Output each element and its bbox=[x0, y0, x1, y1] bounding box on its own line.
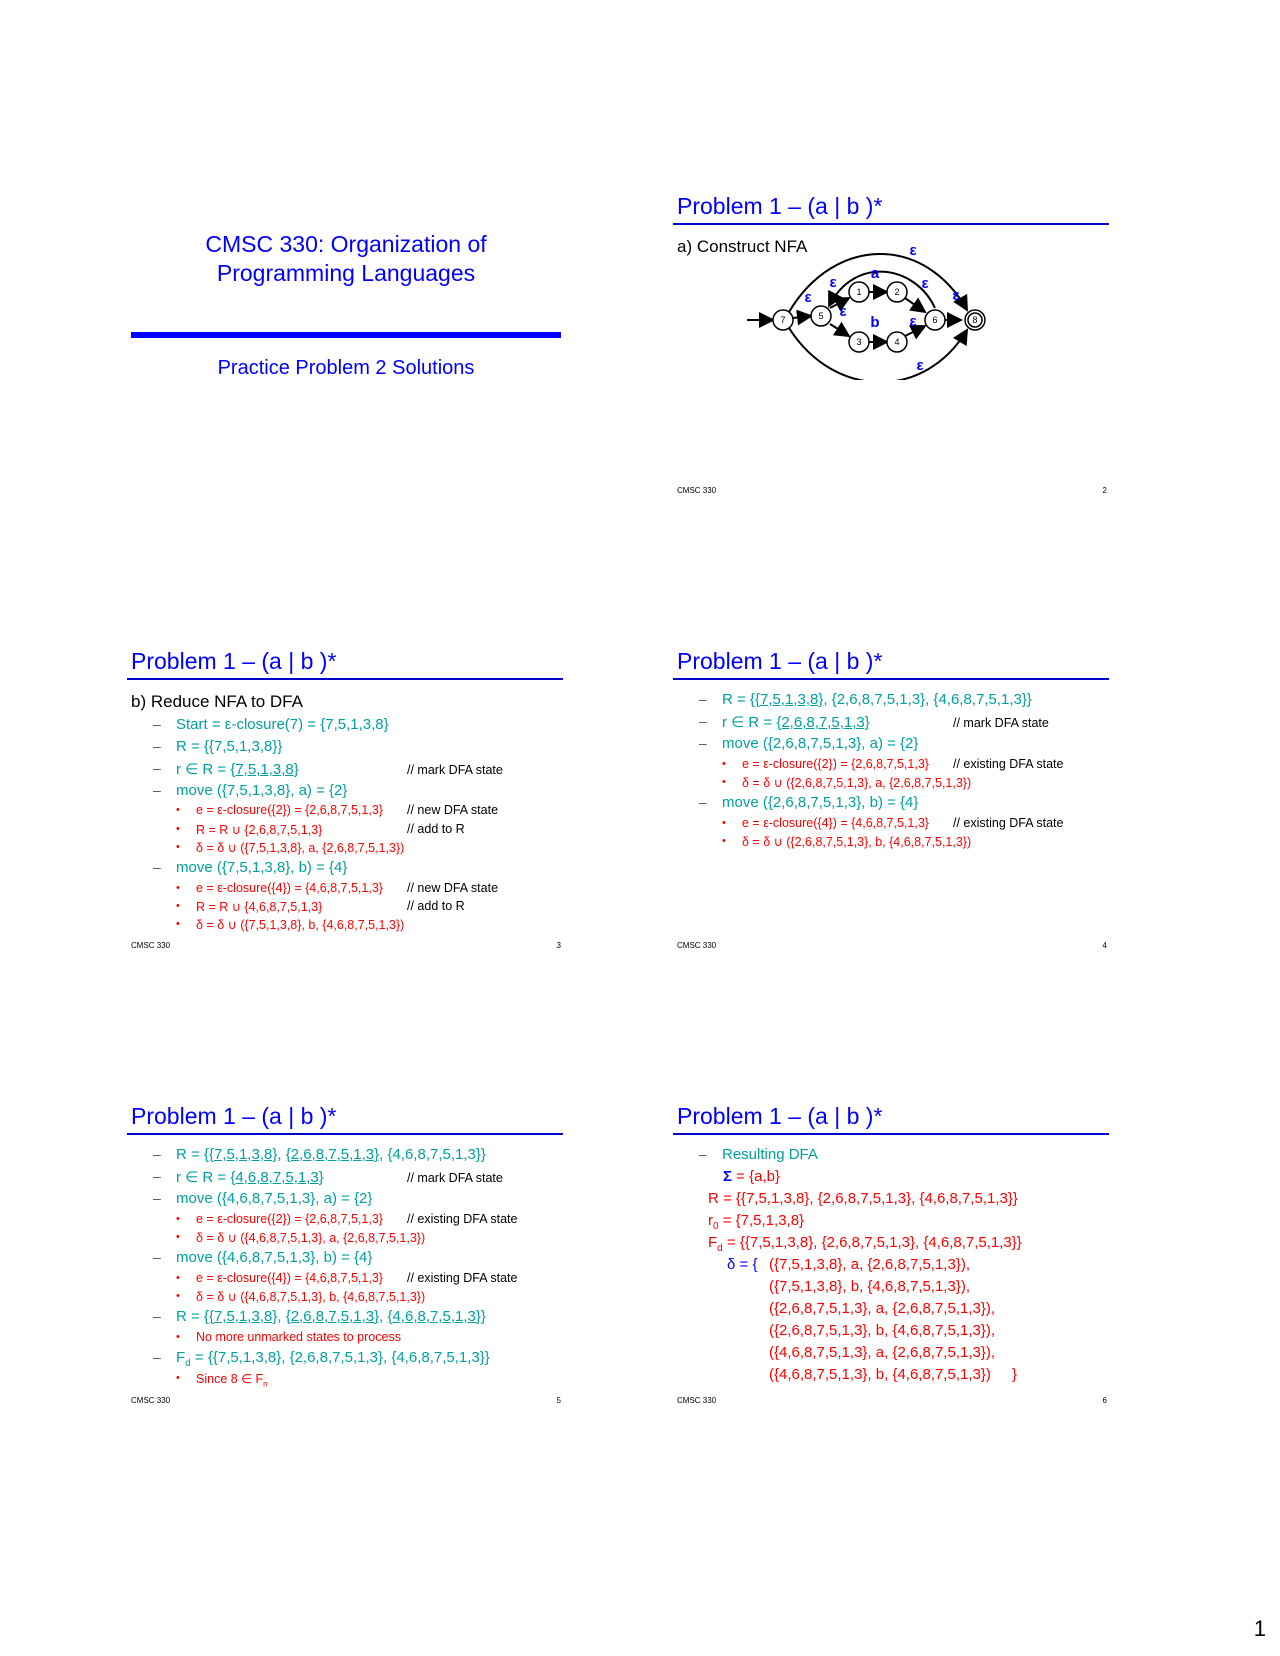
cover-divider bbox=[131, 332, 561, 338]
label-eps-51: ε bbox=[829, 274, 837, 291]
comment-add-1: // add to R bbox=[407, 822, 465, 836]
label-b: b bbox=[870, 314, 880, 331]
line-b2: R = R ∪ {4,6,8,7,5,1,3} bbox=[196, 900, 323, 914]
label-eps-26: ε bbox=[921, 275, 929, 292]
line-R: R = {{7,5,1,3,8}} bbox=[176, 738, 283, 755]
line-b2: δ = δ ∪ ({2,6,8,7,5,1,3}, b, {4,6,8,7,5,1,3}) bbox=[742, 835, 972, 849]
slide-6: Problem 1 – (a | b )* – Resulting DFA Σ = {a,b} R = {{7,5,1,3,8}, {2,6,8,7,5,1,3}, {4,6,8,7,5,1,3}} $r_0 = \{7,5,1,3,8\}$ $F_d = \{\{7,5,1,3,8\}$, {2,6,8,7,5,1,3}, {4,6,8,7,5,1,3}} δ = { ({7,5,1,3,8}, a, {2,6,8,7,5,1,3}), ({7,5,1,3,8}, b, {4,6,8,7,5,1,3}), ({2,6,8,7,5,1,3}, a, {2,6,8,7,5,1,3}), ({2,6,8,7,5,1,3}, b, {4,6,8,7,5,1,3}), ({4,6,8,7,5,1,3}, a, {2,6,8,7,5,1,3}), ({4,6,8,7,5,1,3}, b, {4,6,8,7,5,1,3}) } CMSC 330 6 bbox=[677, 1103, 1107, 1423]
nfa-diagram bbox=[745, 240, 1005, 380]
line-delta: δ = { bbox=[727, 1256, 758, 1273]
comment-mark: // mark DFA state bbox=[407, 763, 503, 777]
transition-4: ({2,6,8,7,5,1,3}, b, {4,6,8,7,5,1,3}), bbox=[769, 1322, 996, 1339]
step-label: b) Reduce NFA to DFA bbox=[131, 692, 303, 711]
slide-number: 3 bbox=[556, 941, 561, 950]
title-rule bbox=[127, 678, 563, 680]
line-b3: δ = δ ∪ ({7,5,1,3,8}, b, {4,6,8,7,5,1,3}) bbox=[196, 918, 405, 932]
page-number: 1 bbox=[1253, 1616, 1266, 1641]
slide-5: Problem 1 – (a | b )* – R = {{7,5,1,3,8}, {2,6,8,7,5,1,3}, {4,6,8,7,5,1,3}} – r ∈ R = {4,6,8,7,5,1,3} // mark DFA state – move ({4,6,8,7,5,1,3}, a) = {2} • e = ε-closure({2}) = {2,6,8,7,5,1,3} // existing DFA state • δ = δ ∪ ({4,6,8,7,5,1,3}, a, {2,6,8,7,5,1,3}) – move ({4,6,8,7,5,1,3}, b) = {4} • e = ε-closure({4}) = {4,6,8,7,5,1,3} // existing DFA state • δ = δ ∪ ({4,6,8,7,5,1,3}, b, {4,6,8,7,5,1,3}) – R = {{7,5,1,3,8}, {2,6,8,7,5,1,3}, {4,6,8,7,5,1,3}} • No more unmarked states to process – $F_d = \{\{7,5,1,3,8\}$, {2,6,8,7,5,1,3}, {4,6,8,7,5,1,3}} • Since 8 ∈ $F_n$ CMSC 330 5 bbox=[131, 1103, 561, 1423]
line-b1: e = ε-closure({4}) = {4,6,8,7,5,1,3} bbox=[742, 816, 929, 830]
footer-label: CMSC 330 bbox=[131, 941, 171, 950]
course-title-line-2: Programming Languages bbox=[216, 260, 476, 286]
state-1: 1 bbox=[856, 287, 862, 297]
footer-label: CMSC 330 bbox=[677, 1396, 717, 1405]
line-r: r ∈ R = {4,6,8,7,5,1,3} bbox=[176, 1169, 324, 1186]
line-R-final: R = {{7,5,1,3,8}, {2,6,8,7,5,1,3}, {4,6,8,7,5,1,3}} bbox=[176, 1308, 486, 1325]
comment-mark: // mark DFA state bbox=[407, 1171, 503, 1185]
slide-number: 5 bbox=[556, 1396, 561, 1405]
comment-new-2: // new DFA state bbox=[407, 881, 499, 895]
line-a1: e = ε-closure({2}) = {2,6,8,7,5,1,3} bbox=[196, 803, 383, 817]
transition-1: ({7,5,1,3,8}, a, {2,6,8,7,5,1,3}), bbox=[769, 1256, 970, 1273]
footer-label: CMSC 330 bbox=[677, 941, 717, 950]
slide-title: Problem 1 – (a | b )* bbox=[131, 648, 337, 674]
slide-4: Problem 1 – (a | b )* – R = {{7,5,1,3,8}, {2,6,8,7,5,1,3}, {4,6,8,7,5,1,3}} – r ∈ R = {2,6,8,7,5,1,3} // mark DFA state – move ({2,6,8,7,5,1,3}, a) = {2} • e = ε-closure({2}) = {2,6,8,7,5,1,3} // existing DFA state • δ = δ ∪ ({2,6,8,7,5,1,3}, a, {2,6,8,7,5,1,3}) – move ({2,6,8,7,5,1,3}, b) = {4} • e = ε-closure({4}) = {4,6,8,7,5,1,3} // existing DFA state • δ = δ ∪ ({2,6,8,7,5,1,3}, b, {4,6,8,7,5,1,3}) CMSC 330 4 bbox=[677, 648, 1107, 968]
line-R: R = {{7,5,1,3,8}, {2,6,8,7,5,1,3}, {4,6,8,7,5,1,3}} bbox=[708, 1190, 1018, 1207]
slide-title: Problem 1 – (a | b )* bbox=[677, 1103, 883, 1129]
cover-subtitle: Practice Problem 2 Solutions bbox=[217, 357, 475, 379]
label-eps-bottom: ε bbox=[916, 357, 924, 374]
label-eps-75: ε bbox=[804, 289, 812, 306]
line-a1: e = ε-closure({2}) = {2,6,8,7,5,1,3} bbox=[196, 1212, 383, 1226]
comment-new-1: // new DFA state bbox=[407, 803, 499, 817]
line-move-b: move ({7,5,1,3,8}, b) = {4} bbox=[176, 859, 348, 876]
line-a3: δ = δ ∪ ({7,5,1,3,8}, a, {2,6,8,7,5,1,3}) bbox=[196, 841, 405, 855]
line-F: $F_d = \{\{7,5,1,3,8\}$, {2,6,8,7,5,1,3}, {4,6,8,7,5,1,3}} bbox=[176, 1349, 490, 1369]
footer-label: CMSC 330 bbox=[677, 486, 717, 495]
line-R: R = {{7,5,1,3,8}, {2,6,8,7,5,1,3}, {4,6,8,7,5,1,3}} bbox=[176, 1146, 486, 1163]
title-rule bbox=[673, 678, 1109, 680]
state-3: 3 bbox=[856, 337, 862, 347]
line-a2: δ = δ ∪ ({2,6,8,7,5,1,3}, a, {2,6,8,7,5,1,3}) bbox=[742, 776, 972, 790]
line-a1: e = ε-closure({2}) = {2,6,8,7,5,1,3} bbox=[742, 757, 929, 771]
line-move-b: move ({4,6,8,7,5,1,3}, b) = {4} bbox=[176, 1249, 373, 1266]
slide-2 bbox=[677, 193, 1107, 513]
course-title-line-1: CMSC 330: Organization of bbox=[205, 231, 487, 257]
line-b1: e = ε-closure({4}) = {4,6,8,7,5,1,3} bbox=[196, 881, 383, 895]
comment-existing-1: // existing DFA state bbox=[407, 1212, 518, 1226]
label-eps-top: ε bbox=[909, 242, 917, 259]
label-a: a bbox=[870, 265, 880, 282]
line-no-more: No more unmarked states to process bbox=[196, 1330, 401, 1344]
slide-1 bbox=[131, 205, 561, 525]
line-b1: e = ε-closure({4}) = {4,6,8,7,5,1,3} bbox=[196, 1271, 383, 1285]
label-eps-46: ε bbox=[909, 313, 917, 330]
line-r: r ∈ R = {2,6,8,7,5,1,3} bbox=[722, 714, 870, 731]
comment-existing-2: // existing DFA state bbox=[953, 816, 1064, 830]
comment-existing-1: // existing DFA state bbox=[953, 757, 1064, 771]
transition-2: ({7,5,1,3,8}, b, {4,6,8,7,5,1,3}), bbox=[769, 1278, 970, 1295]
line-a2: δ = δ ∪ ({4,6,8,7,5,1,3}, a, {2,6,8,7,5,1,3}) bbox=[196, 1231, 426, 1245]
slide-title: Problem 1 – (a | b )* bbox=[677, 193, 883, 219]
line-resulting-dfa: Resulting DFA bbox=[722, 1146, 818, 1163]
slide-number: 4 bbox=[1102, 941, 1107, 950]
comment-existing-2: // existing DFA state bbox=[407, 1271, 518, 1285]
title-rule bbox=[127, 1133, 563, 1135]
comment-mark: // mark DFA state bbox=[953, 716, 1049, 730]
line-start: Start = ε-closure(7) = {7,5,1,3,8} bbox=[176, 716, 389, 733]
footer-label: CMSC 330 bbox=[131, 1396, 171, 1405]
line-since: Since 8 ∈ $F_n$ bbox=[196, 1372, 268, 1389]
transition-5: ({4,6,8,7,5,1,3}, a, {2,6,8,7,5,1,3}), bbox=[769, 1344, 996, 1361]
line-Fd: $F_d = \{\{7,5,1,3,8\}$, {2,6,8,7,5,1,3}, {4,6,8,7,5,1,3}} bbox=[708, 1234, 1022, 1254]
slide-number: 6 bbox=[1102, 1396, 1107, 1405]
comment-add-2: // add to R bbox=[407, 899, 465, 913]
line-a2: R = R ∪ {2,6,8,7,5,1,3} bbox=[196, 823, 323, 837]
line-move-a: move ({7,5,1,3,8}, a) = {2} bbox=[176, 782, 348, 799]
slide-title: Problem 1 – (a | b )* bbox=[677, 648, 883, 674]
line-r0: $r_0 = \{7,5,1,3,8\}$ bbox=[708, 1212, 805, 1232]
transition-3: ({2,6,8,7,5,1,3}, a, {2,6,8,7,5,1,3}), bbox=[769, 1300, 996, 1317]
line-b2: δ = δ ∪ ({4,6,8,7,5,1,3}, b, {4,6,8,7,5,1,3}) bbox=[196, 1290, 426, 1304]
step-label: a) Construct NFA bbox=[677, 237, 808, 256]
transition-6: ({4,6,8,7,5,1,3}, b, {4,6,8,7,5,1,3}) bbox=[769, 1366, 991, 1383]
title-rule bbox=[673, 223, 1109, 225]
state-8: 8 bbox=[972, 315, 978, 325]
label-eps-68: ε bbox=[952, 287, 960, 304]
label-eps-53: ε bbox=[839, 303, 847, 320]
state-5: 5 bbox=[818, 311, 824, 321]
slide-3: Problem 1 – (a | b )* b) Reduce NFA to DFA – Start = ε-closure(7) = {7,5,1,3,8} – R = {{7,5,1,3,8}} – r ∈ R = {7,5,1,3,8} // mark DFA state – move ({7,5,1,3,8}, a) = {2} • e = ε-closure({2}) = {2,6,8,7,5,1,3} // new DFA state • R = R ∪ {2,6,8,7,5,1,3} // add to R • δ = δ ∪ ({7,5,1,3,8}, a, {2,6,8,7,5,1,3}) – move ({7,5,1,3,8}, b) = {4} • e = ε-closure({4}) = {4,6,8,7,5,1,3} // new DFA state • R = R ∪ {4,6,8,7,5,1,3} // add to R • δ = δ ∪ ({7,5,1,3,8}, b, {4,6,8,7,5,1,3}) CMSC 330 3 bbox=[131, 648, 561, 968]
line-r: r ∈ R = {7,5,1,3,8} bbox=[176, 761, 299, 778]
slide-number: 2 bbox=[1102, 486, 1107, 495]
delta-close: } bbox=[1012, 1366, 1018, 1383]
state-7: 7 bbox=[780, 315, 786, 325]
line-move-a: move ({2,6,8,7,5,1,3}, a) = {2} bbox=[722, 735, 919, 752]
slide-title: Problem 1 – (a | b )* bbox=[131, 1103, 337, 1129]
line-move-b: move ({2,6,8,7,5,1,3}, b) = {4} bbox=[722, 794, 919, 811]
state-2: 2 bbox=[894, 287, 900, 297]
line-R: R = {{7,5,1,3,8}, {2,6,8,7,5,1,3}, {4,6,8,7,5,1,3}} bbox=[722, 691, 1032, 708]
line-sigma: Σ = {a,b} bbox=[723, 1168, 780, 1185]
state-4: 4 bbox=[894, 337, 900, 347]
state-6: 6 bbox=[932, 315, 938, 325]
title-rule bbox=[673, 1133, 1109, 1135]
line-move-a: move ({4,6,8,7,5,1,3}, a) = {2} bbox=[176, 1190, 373, 1207]
